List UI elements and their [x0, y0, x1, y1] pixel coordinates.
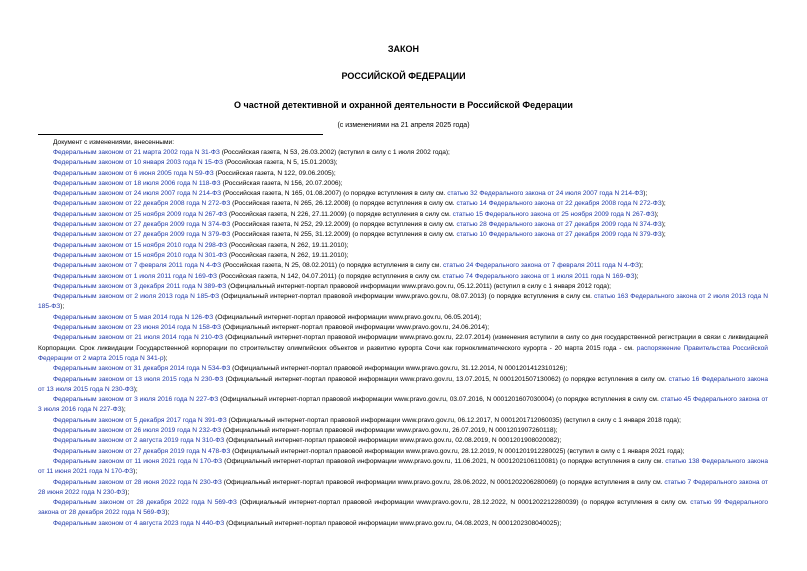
amendment-item [38, 333, 768, 364]
amendment-link[interactable]: Федеральным законом от 28 декабря 2022 года N 569-ФЗ [53, 499, 237, 507]
amendment-text: (Официальный интернет-портал правовой информации www.pravo.gov.ru, 24.06.2014); [221, 324, 490, 332]
amendment-link[interactable]: статью 15 Федерального закона от 25 ноября 2009 года N 267-ФЗ [452, 210, 655, 218]
amendment-text: (Официальный интернет-портал правовой информации www.pravo.gov.ru, 06.12.2017, N 0001201712060035) (вступил в силу с 1 января 2018 года); [226, 416, 681, 424]
amendment-link[interactable]: Федеральным законом от 28 июня 2022 года N 230-ФЗ [53, 478, 222, 486]
amendment-text: (Официальный интернет-портал правовой информации www.pravo.gov.ru, 04.08.2023, N 0001202308040025); [224, 519, 562, 527]
amendment-link[interactable]: Федеральным законом от 3 июля 2016 года N 227-ФЗ [53, 396, 219, 404]
amendment-link[interactable]: статью 163 Федерального закона от 2 июля 2013 года N 185-ФЗ [38, 293, 768, 311]
amendment-link[interactable]: Федеральным законом от 2 июля 2013 года N 185-ФЗ [53, 293, 220, 301]
amendment-text: (Официальный интернет-портал правовой информации www.pravo.gov.ru, 05.12.2011) (вступил в силу с 1 января 2012 года); [226, 282, 612, 290]
amendment-item [38, 148, 768, 158]
amendment-text: (Российская газета, N 262, 19.11.2010); [227, 251, 349, 259]
amendment-text: ); [661, 221, 666, 229]
amendment-link[interactable]: Федеральным законом от 4 августа 2023 года N 440-ФЗ [53, 519, 225, 527]
amendment-item [38, 261, 768, 271]
amendment-item [38, 375, 768, 396]
amendment-link[interactable]: статью 16 Федерального закона от 13 июля 2015 года N 230-ФЗ [38, 375, 768, 393]
amendment-link[interactable]: Федеральным законом от 15 ноября 2010 года N 301-ФЗ [53, 251, 228, 259]
amendment-text: (Российская газета, N 165, 01.08.2007) (о порядке вступления в силу см. [221, 190, 448, 198]
amendment-text: (Официальный интернет-портал правовой информации www.pravo.gov.ru, 22.07.2014) (изменения вступили в силу со дня государственной регистрации в связи с ликвидацией Корпорации. Срок ликвидации Государственной корпорации по строительству олимпийских объектов и развитию курорта Сочи как горноклиматического курорта - 20 марта 2015 года - см. [38, 334, 768, 352]
amendment-link[interactable]: Федеральным законом от 27 декабря 2009 года N 379-ФЗ [53, 231, 231, 239]
amendment-item [38, 292, 768, 313]
document-title: О частной детективной и охранной деятельности в Российской Федерации [234, 100, 573, 110]
amendment-text: (Официальный интернет-портал правовой информации www.pravo.gov.ru, 31.12.2014, N 0001201412310126); [230, 365, 568, 373]
amendment-text: (Российская газета, N 255, 31.12.2009) (о порядке вступления в силу см. [230, 231, 457, 239]
amendment-link[interactable]: статью 32 Федерального закона от 24 июля 2007 года N 214-ФЗ [447, 190, 644, 198]
separator-rule [38, 134, 323, 135]
amendment-text: (Официальный интернет-портал правовой информации www.pravo.gov.ru, 28.06.2022, N 0001202206280069) (о порядке вступления в силу см. [221, 478, 665, 486]
amendment-item [38, 323, 768, 333]
amendment-text: (Официальный интернет-портал правовой информации www.pravo.gov.ru, 08.07.2013) (о порядке вступления в силу см. [219, 293, 595, 301]
amendment-link[interactable]: статью 99 Федерального закона от 28 декабря 2022 года N 569-ФЗ [38, 499, 769, 517]
amendment-text: ); [165, 509, 170, 517]
amendment-text: ); [661, 231, 666, 239]
amendment-link[interactable]: Федеральным законом от 26 июля 2019 года N 232-ФЗ [53, 427, 222, 435]
amendment-link[interactable]: Федеральным законом от 5 мая 2014 года N 126-ФЗ [53, 313, 214, 321]
amendment-text: (Российская газета, N 252, 29.12.2009) (о порядке вступления в силу см. [230, 221, 457, 229]
amendment-text: (Официальный интернет-портал правовой информации www.pravo.gov.ru, 28.12.2022, N 0001202212280039) (о порядке вступления в силу см. [236, 499, 691, 507]
amendment-item [38, 158, 768, 168]
amendment-link[interactable]: статью 28 Федерального закона от 27 декабря 2009 года N 374-ФЗ [456, 221, 662, 229]
document-type: ЗАКОН [387, 44, 420, 54]
amendment-link[interactable]: статью 24 Федерального закона от 7 февраля 2011 года N 4-ФЗ [442, 262, 639, 270]
edition-note: (с изменениями на 21 апреля 2025 года) [337, 122, 470, 129]
amendment-link[interactable]: статью 14 Федерального закона от 22 декабря 2008 года N 272-ФЗ [456, 200, 662, 208]
amendment-text: (Российская газета, N 262, 19.11.2010); [227, 241, 349, 249]
amendment-item [38, 416, 768, 426]
amendment-item [38, 199, 768, 209]
amendment-link[interactable]: статью 45 Федерального закона от 3 июля 2016 года N 227-ФЗ [38, 396, 768, 414]
amendment-item [38, 241, 768, 251]
amendment-text: (Официальный интернет-портал правовой информации www.pravo.gov.ru, 26.07.2019, N 0001201907260118); [221, 427, 558, 435]
amendment-item [38, 210, 768, 220]
amendment-text: (Официальный интернет-портал правовой информации www.pravo.gov.ru, 28.12.2019, N 0001201912280025) (вступил в силу с 1 января 2021 года); [230, 447, 685, 455]
amendment-text: (Российская газета, N 265, 26.12.2008) (о порядке вступления в силу см. [230, 200, 457, 208]
amendment-text: (Официальный интернет-портал правовой информации www.pravo.gov.ru, 06.05.2014); [213, 313, 482, 321]
amendments-list [38, 148, 768, 529]
amendment-item [38, 169, 768, 179]
amendment-link[interactable]: Федеральным законом от 11 июня 2021 года N 170-ФЗ [53, 457, 223, 465]
amendment-link[interactable]: Федеральным законом от 3 декабря 2011 года N 389-ФЗ [53, 282, 227, 290]
amendment-link[interactable]: Федеральным законом от 1 июля 2011 года N 169-ФЗ [53, 272, 217, 280]
amendment-text: (Российская газета, N 226, 27.11.2009) (о порядке вступления в силу см. [227, 210, 453, 218]
amendment-text: ); [634, 272, 639, 280]
amendment-text: (Российская газета, N 142, 04.07.2011) (о порядке вступления в силу см. [216, 272, 443, 280]
amendment-link[interactable]: Федеральным законом от 7 февраля 2011 года N 4-ФЗ [53, 262, 222, 270]
amendment-text: (Российская газета, N 5, 15.01.2003); [223, 159, 338, 167]
amendment-item [38, 272, 768, 282]
amendment-item [38, 282, 768, 292]
amendment-link[interactable]: Федеральным законом от 22 декабря 2008 года N 272-ФЗ [53, 200, 231, 208]
amendment-item [38, 426, 768, 436]
amendment-link[interactable]: статью 138 Федерального закона от 11 июня 2021 года N 170-ФЗ [38, 457, 768, 476]
amendment-link[interactable]: Федеральным законом от 13 июля 2015 года N 230-ФЗ [53, 375, 224, 383]
amendment-text: ); [163, 354, 168, 362]
amendment-link[interactable]: Федеральным законом от 27 декабря 2019 года N 478-ФЗ [53, 447, 231, 455]
amendment-item [38, 189, 768, 199]
amendment-link[interactable]: статью 74 Федерального закона от 1 июля 2011 года N 169-ФЗ [442, 272, 635, 280]
amendment-item [38, 364, 768, 374]
amendment-item [38, 179, 768, 189]
amendment-text: ); [654, 210, 659, 218]
amendment-link[interactable]: статью 7 Федерального закона от 28 июня 2022 года N 230-ФЗ [38, 478, 769, 496]
amendment-text: (Российская газета, N 25, 08.02.2011) (о порядке вступления в силу см. [221, 262, 443, 270]
amendment-text: (Официальный интернет-портал правовой информации www.pravo.gov.ru, 02.08.2019, N 0001201908020082); [224, 437, 562, 445]
amendment-text: ); [121, 406, 126, 414]
amendment-link[interactable]: Федеральным законом от 23 июня 2014 года N 158-ФЗ [53, 324, 222, 332]
amendment-link[interactable]: распоряжение Правительства Российской Федерации от 2 марта 2015 года N 341-р [38, 344, 768, 362]
amendment-link[interactable]: Федеральным законом от 25 ноября 2009 года N 267-ФЗ [53, 210, 228, 218]
amendment-text: (Официальный интернет-портал правовой информации www.pravo.gov.ru, 13.07.2015, N 0001201507130062) (о порядке вступления в силу см. [223, 375, 669, 383]
amendment-item [38, 313, 768, 323]
amendment-link[interactable]: Федеральным законом от 18 июля 2006 года N 118-ФЗ [53, 179, 221, 187]
amendment-item [38, 519, 768, 529]
amendment-item [38, 230, 768, 240]
amendment-link[interactable]: Федеральным законом от 27 декабря 2009 года N 374-ФЗ [53, 221, 231, 229]
amendment-text: (Официальный интернет-портал правовой информации www.pravo.gov.ru, 11.06.2021, N 0001202106110081) (о порядке вступления в силу см. [222, 457, 666, 465]
amendment-text: ); [133, 468, 138, 476]
amendment-text: ); [60, 303, 65, 311]
amendment-link[interactable]: Федеральным законом от 10 января 2003 года N 15-ФЗ [53, 159, 223, 167]
amendment-link[interactable]: Федеральным законом от 21 марта 2002 года N 31-ФЗ [53, 149, 220, 156]
amendment-text: (Официальный интернет-портал правовой информации www.pravo.gov.ru, 03.07.2016, N 0001201607030004) (о порядке вступления в силу см. [218, 396, 661, 404]
amendment-item [38, 436, 768, 446]
amendment-text: ); [638, 262, 644, 270]
amendment-text: (Российская газета, N 122, 09.06.2005); [213, 169, 336, 177]
amendment-link[interactable]: Федеральным законом от 6 июня 2005 года N 59-ФЗ [53, 169, 214, 177]
document-country: РОССИЙСКОЙ ФЕДЕРАЦИИ [341, 71, 466, 81]
amendment-text: ); [133, 385, 138, 393]
amendment-item [38, 395, 768, 416]
amendment-text: (Российская газета, N 53, 26.03.2002) (вступил в силу с 1 июля 2002 года); [219, 149, 450, 156]
amendment-item [38, 447, 768, 457]
amendment-item [38, 220, 768, 230]
amendment-item [38, 498, 768, 519]
amendment-link[interactable]: Федеральным законом от 24 июля 2007 года N 214-ФЗ [53, 190, 222, 198]
amendment-link[interactable]: Федеральным законом от 2 августа 2019 года N 310-ФЗ [53, 437, 225, 445]
amendment-link[interactable]: Федеральным законом от 31 декабря 2014 года N 534-ФЗ [53, 365, 231, 373]
amendment-link[interactable]: Федеральным законом от 15 ноября 2010 года N 298-ФЗ [53, 241, 228, 249]
amendment-link[interactable]: статью 10 Федерального закона от 27 декабря 2009 года N 379-ФЗ [456, 231, 662, 239]
amendments-intro: Документ с изменениями, внесенными: [53, 139, 175, 146]
amendment-item [38, 251, 768, 261]
amendment-text: ); [125, 488, 130, 496]
amendment-link[interactable]: Федеральным законом от 21 июля 2014 года N 210-ФЗ [53, 334, 224, 342]
amendment-link[interactable]: Федеральным законом от 5 декабря 2017 года N 391-ФЗ [53, 416, 227, 424]
amendment-text: ); [643, 190, 648, 198]
amendment-item [38, 457, 768, 478]
amendment-item [38, 478, 768, 499]
amendment-text: ); [661, 200, 666, 208]
amendment-text: (Российская газета, N 156, 20.07.2006); [220, 179, 343, 187]
